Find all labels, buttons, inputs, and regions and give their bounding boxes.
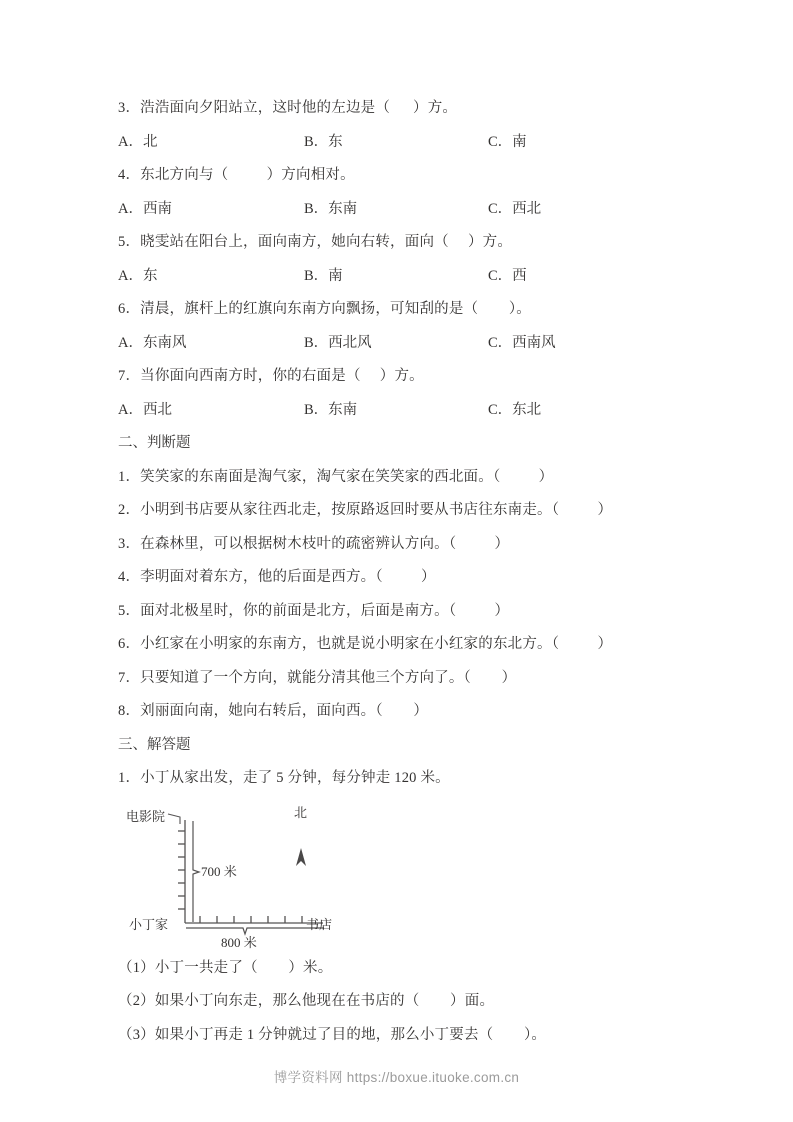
truefalse-item-8: 8．刘丽面向南，她向右转后，面向西。（ ） (118, 703, 429, 719)
option-3-b[interactable]: B．东 (304, 133, 343, 150)
choice-question-block-4 (118, 159, 698, 226)
choice-question-block-3 (118, 92, 698, 159)
solve-problem-stem-1: 1．小丁从家出发，走了 5 分钟，每分钟走 120 米。 (118, 770, 450, 786)
solve-subquestion-2: （2）如果小丁向东走，那么他现在在书店的（ ）面。 (118, 993, 495, 1009)
option-row-4 (118, 193, 698, 227)
option-4-a[interactable]: A．西南 (118, 200, 172, 217)
question-stem-3: 3．浩浩面向夕阳站立，这时他的左边是（ ）方。 (118, 100, 458, 116)
option-row-3 (118, 126, 698, 160)
truefalse-item-3: 3．在森林里，可以根据树木枝叶的疏密辨认方向。（ ） (118, 535, 510, 552)
section-heading-truefalse: 二、判断题 (118, 435, 191, 451)
north-arrow-icon (296, 848, 306, 866)
option-row-5 (118, 260, 698, 294)
option-3-a[interactable]: A．北 (118, 133, 158, 150)
route-diagram (118, 800, 698, 952)
footer-watermark: 博学资料网 https://boxue.ituoke.com.cn (273, 1070, 520, 1085)
truefalse-item-2: 2．小明到书店要从家往西北走，按原路返回时要从书店往东南走。（ ） (118, 502, 613, 518)
question-stem-5: 5．晓雯站在阳台上，面向南方，她向右转，面向（ ）方。 (118, 234, 513, 250)
choice-question-block-6 (118, 293, 698, 360)
figure-label-home: 小丁家 (129, 916, 169, 932)
option-5-a[interactable]: A．东 (118, 267, 158, 284)
truefalse-item-1: 1．笑笑家的东南面是淘气家，淘气家在笑笑家的西北面。（ ） (118, 468, 554, 485)
option-3-c[interactable]: C．南 (488, 133, 527, 150)
solve-subquestion-3: （3）如果小丁再走 1 分钟就过了目的地，那么小丁要去（ ）。 (118, 1026, 547, 1043)
option-5-c[interactable]: C．西 (488, 267, 527, 284)
truefalse-item-6: 6．小红家在小明家的东南方，也就是说小明家在小红家的东北方。（ ） (118, 636, 613, 652)
option-4-c[interactable]: C．西北 (488, 200, 542, 217)
figure-label-horizontal-distance: 800 米 (221, 934, 257, 950)
option-6-a[interactable]: A．东南风 (118, 334, 187, 351)
option-4-b[interactable]: B．东南 (304, 200, 358, 217)
truefalse-item-4: 4．李明面对着东方，他的后面是西方。（ ） (118, 569, 436, 585)
vertical-distance-brace (193, 821, 199, 922)
figure-label-store: 书店 (306, 916, 333, 932)
question-stem-7: 7．当你面向西南方时，你的右面是（ ）方。 (118, 368, 424, 384)
figure-label-cinema: 电影院 (126, 808, 166, 824)
option-row-7 (118, 394, 698, 428)
truefalse-item-5: 5．面对北极星时，你的前面是北方，后面是南方。（ ） (118, 602, 510, 619)
option-7-c[interactable]: C．东北 (488, 401, 542, 418)
choice-question-block-5 (118, 226, 698, 293)
option-7-a[interactable]: A．西北 (118, 401, 172, 418)
option-6-b[interactable]: B．西北风 (304, 334, 372, 351)
figure-label-north: 北 (294, 804, 308, 820)
choice-question-block-7 (118, 360, 698, 427)
option-row-6 (118, 327, 698, 361)
figure-label-vertical-distance: 700 米 (201, 863, 237, 879)
solve-subquestion-1: （1）小丁一共走了（ ）米。 (118, 959, 333, 976)
cinema-leader-line (168, 814, 180, 824)
option-6-c[interactable]: C．西南风 (488, 334, 556, 351)
section-heading-solve: 三、解答题 (118, 736, 191, 753)
question-stem-6: 6．清晨，旗杆上的红旗向东南方向飘扬，可知刮的是（ ）。 (118, 301, 531, 317)
option-7-b[interactable]: B．东南 (304, 401, 358, 418)
question-stem-4: 4．东北方向与（ ）方向相对。 (118, 167, 355, 183)
option-5-b[interactable]: B．南 (304, 267, 343, 284)
worksheet-content (118, 92, 698, 1052)
truefalse-item-7: 7．只要知道了一个方向，就能分清其他三个方向了。（ ） (118, 669, 517, 686)
